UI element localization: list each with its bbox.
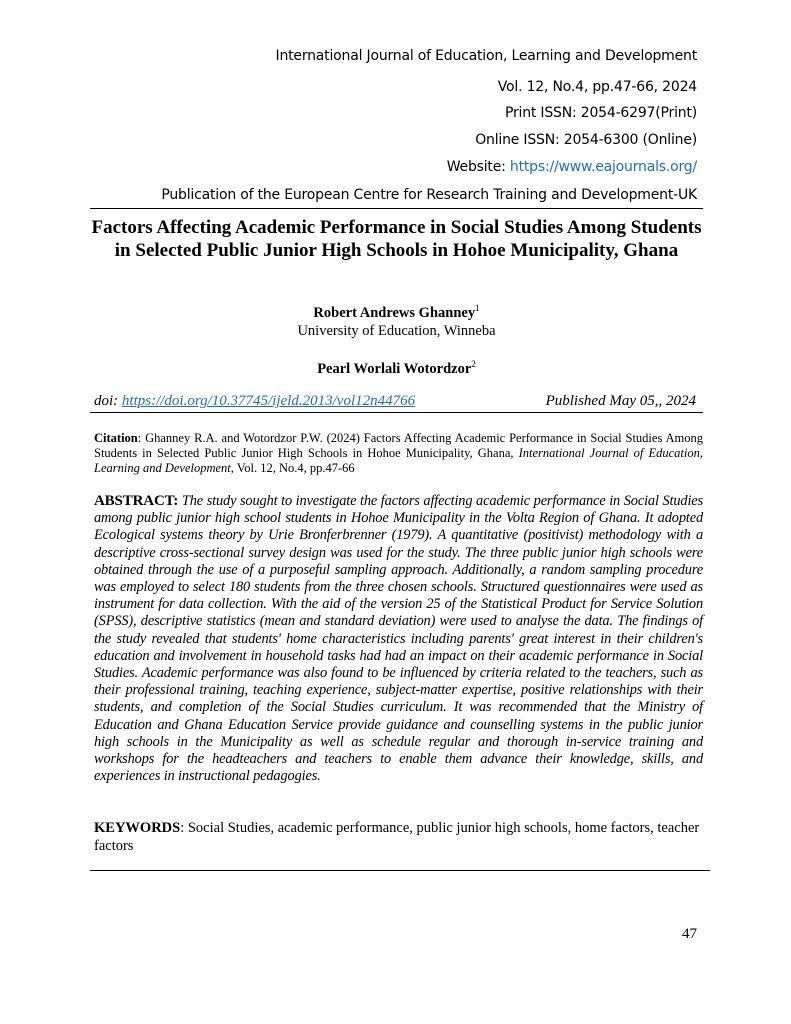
published-date: Published May 05,, 2024 — [545, 393, 696, 409]
abstract-label: ABSTRACT: — [94, 493, 179, 509]
print-issn: Print ISSN: 2054-6297(Print) — [504, 105, 697, 121]
website-link[interactable]: https://www.eajournals.org/ — [509, 159, 697, 175]
doi-row — [94, 392, 696, 410]
author-2-sup: 2 — [471, 359, 476, 370]
website-line — [447, 158, 697, 176]
doi-link[interactable]: https://doi.org/10.37745/ijeld.2013/vol12n44766 — [121, 393, 416, 409]
volume-info: Vol. 12, No.4, pp.47-66, 2024 — [497, 79, 697, 95]
doi-divider — [90, 412, 703, 413]
author-2 — [90, 360, 703, 378]
citation-label: Citation — [94, 431, 138, 445]
author-2-name: Pearl Worlali Wotordzor — [317, 361, 472, 377]
keywords-label: KEYWORDS — [94, 820, 181, 836]
author-1-affiliation: University of Education, Winneba — [297, 323, 496, 339]
citation — [94, 431, 703, 476]
keywords — [94, 819, 703, 855]
website-label: Website: — [446, 159, 510, 175]
citation-text: : Ghanney R.A. and Wotordzor P.W. (2024) Factors Affecting Academic Performance in Social Studies Among Students in Selected Public Junior High Schools in Hohoe Municipality, Ghana, — [94, 431, 703, 460]
abstract — [94, 493, 703, 785]
author-1-name: Robert Andrews Ghanney — [313, 305, 476, 321]
publisher-line: Publication of the European Centre for Research Training and Development-UK — [161, 187, 697, 203]
citation-journal: International Journal of Education, Learning and Development — [94, 446, 703, 475]
header-divider — [90, 208, 703, 209]
journal-name: International Journal of Education, Learning and Development — [275, 48, 697, 64]
author-1-sup: 1 — [475, 303, 480, 314]
online-issn: Online ISSN: 2054-6300 (Online) — [475, 132, 697, 148]
page-number: 47 — [682, 926, 697, 942]
footer-divider — [90, 870, 710, 871]
citation-tail: , Vol. 12, No.4, pp.47-66 — [230, 461, 355, 475]
abstract-text: The study sought to investigate the factors affecting academic performance in Social Studies among public junior high school students in Hohoe Municipality in the Volta Region of Ghana. It adopted Ecological systems theory by Urie Bronferbrenner (1979). A quantitative (positivist) methodology with a descriptive cross-sectional survey design was used for the study. The three public junior high schools were obtained through the use of a purposeful sampling approach. Additionally, a random sampling procedure was employed to select 180 students from the three chosen schools. Structured questionnaires were used as instrument for data collection. With the aid of the version 25 of the Statistical Product for Service Solution (SPSS), descriptive statistics (mean and standard deviation) were used to analyse the data. The findings of the study revealed that students' home characteristics including parents' great interest in their children's education and involvement in household tasks had had an impact on their academic performance in Social Studies. Academic performance was also found to be influenced by criteria related to the teachers, such as their professional training, teaching experience, subject-matter expertise, positive relationships with their students, and completion of the Social Studies curriculum. It was recommended that the Ministry of Education and Ghana Education Service provide guidance and counselling systems in the public junior high schools in the Municipality as well as schedule regular and thorough in-service training and workshops for the headteachers and teachers to enable them advance their knowledge, skills, and experiences in instructional pedagogies. — [94, 493, 703, 785]
paper-title: Factors Affecting Academic Performance in Social Studies Among Students in Selected Public Junior High Schools in Hohoe Municipality, Ghana — [91, 217, 702, 261]
author-1 — [90, 304, 703, 322]
doi-label: doi: — [94, 393, 122, 409]
keywords-text: : Social Studies, academic performance, public junior high schools, home factors, teacher factors — [94, 820, 700, 854]
